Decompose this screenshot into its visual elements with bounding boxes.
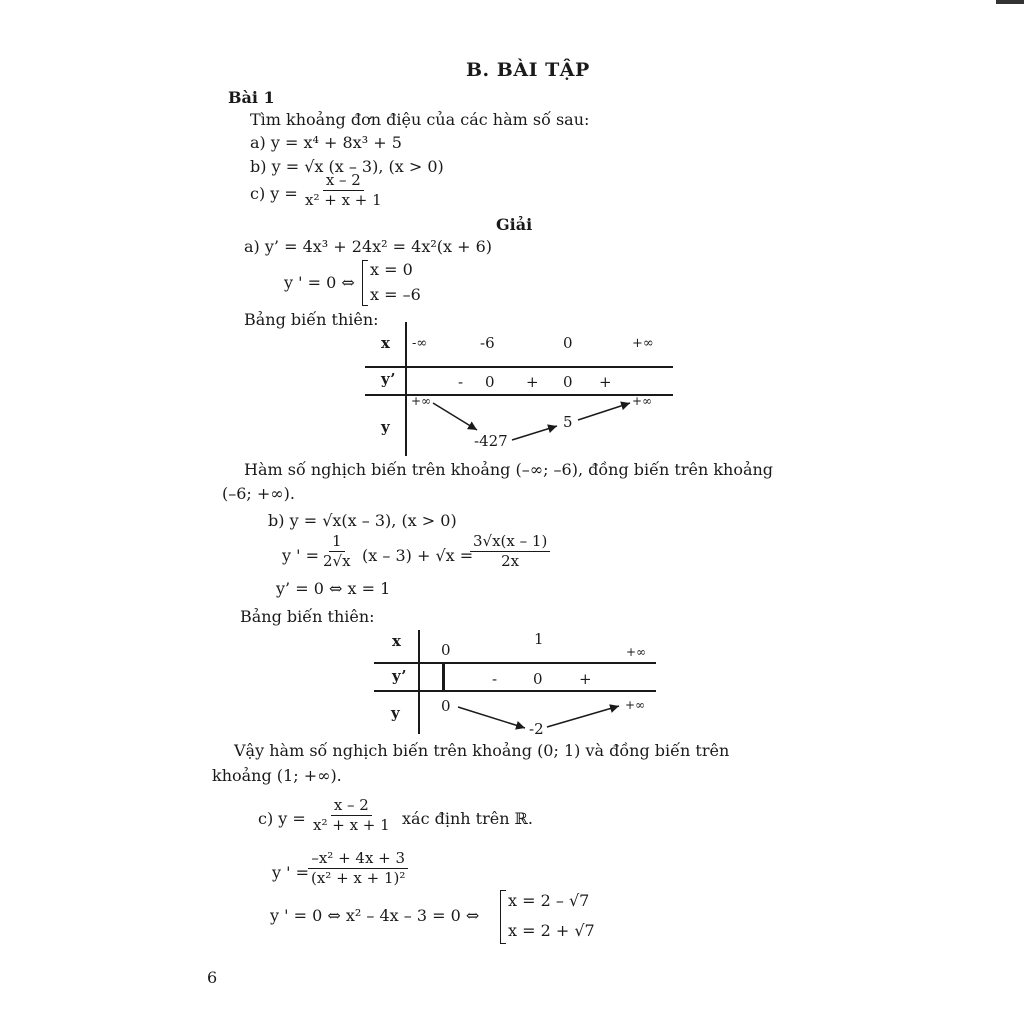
part-b-function: b) y = √x(x – 3), (x > 0) <box>268 511 457 530</box>
row-label: y’ <box>381 370 396 388</box>
x-value: 1 <box>534 630 544 648</box>
part-c-equation: y ' = 0 ⇔ x² – 4x – 3 = 0 ⇔ <box>270 906 480 925</box>
section-title: B. BÀI TẬP <box>466 59 590 81</box>
item-b: b) y = √x (x – 3), (x > 0) <box>250 157 444 176</box>
decreasing-arrow <box>458 707 525 728</box>
sign: + <box>599 373 612 391</box>
x-value: -∞ <box>412 336 428 351</box>
item-c-prefix: c) y = <box>250 184 298 203</box>
part-b-root: y’ = 0 ⇔ x = 1 <box>276 579 391 598</box>
exercise-prompt: Tìm khoảng đơn điệu của các hàm số sau: <box>250 110 590 129</box>
x-value: 0 <box>563 334 573 352</box>
solution-bracket <box>500 890 506 944</box>
table-divider <box>405 322 407 456</box>
part-b-conclusion: khoảng (1; +∞). <box>212 766 342 785</box>
y-value: +∞ <box>625 698 646 712</box>
fraction <box>308 850 408 887</box>
part-b-derivative-prefix: y ' = <box>282 546 320 565</box>
fraction <box>470 533 550 570</box>
root: x = 0 <box>370 260 413 279</box>
fraction-numerator: –x² + 4x + 3 <box>308 850 408 869</box>
part-a-conclusion: (–6; +∞). <box>222 484 295 503</box>
fraction-denominator: x² + x + 1 <box>305 191 382 209</box>
fraction-denominator: 2√x <box>323 552 351 570</box>
sign: 0 <box>533 670 543 688</box>
solution-heading: Giải <box>496 215 533 234</box>
part-b-derivative-middle: (x – 3) + √x = <box>362 546 474 565</box>
x-value: +∞ <box>626 645 647 659</box>
table-divider <box>374 690 656 692</box>
root: x = 2 + √7 <box>508 921 595 940</box>
fraction-numerator: x – 2 <box>323 172 364 191</box>
fraction-numerator: 3√x(x – 1) <box>470 533 550 552</box>
table-divider <box>374 662 656 664</box>
y-value: +∞ <box>411 394 432 408</box>
fraction-numerator: 1 <box>329 533 345 552</box>
part-b-conclusion: Vậy hàm số nghịch biến trên khoảng (0; 1) và đồng biến trên <box>234 741 730 760</box>
part-a-equation: y ' = 0 ⇔ <box>284 273 355 292</box>
exercise-label: Bài 1 <box>228 88 275 107</box>
row-label: x <box>392 632 401 650</box>
page-number: 6 <box>207 968 218 987</box>
fraction-numerator: x – 2 <box>331 797 372 816</box>
y-value: +∞ <box>632 394 653 408</box>
y-value: -427 <box>474 432 508 450</box>
part-c-function-suffix: xác định trên ℝ. <box>402 809 533 828</box>
variation-table-label: Bảng biến thiên: <box>240 607 375 626</box>
increasing-arrow <box>512 426 557 440</box>
variation-table-label: Bảng biến thiên: <box>244 310 379 329</box>
item-a: a) y = x⁴ + 8x³ + 5 <box>250 133 402 152</box>
part-a-derivative: a) y’ = 4x³ + 24x² = 4x²(x + 6) <box>244 237 493 256</box>
page-corner-mark <box>996 0 1024 4</box>
sign: - <box>492 670 498 688</box>
increasing-arrow <box>547 706 619 727</box>
sign: - <box>458 373 464 391</box>
decreasing-arrow <box>433 403 477 430</box>
x-value: +∞ <box>632 336 654 351</box>
y-value: -2 <box>529 720 544 738</box>
fraction-denominator: 2x <box>501 552 520 570</box>
table-divider <box>418 630 420 734</box>
y-value: 5 <box>563 413 573 431</box>
part-a-conclusion: Hàm số nghịch biến trên khoảng (–∞; –6), đồng biến trên khoảng <box>244 460 774 479</box>
fraction <box>310 797 393 834</box>
sign: 0 <box>485 373 495 391</box>
part-c-derivative-prefix: y ' = <box>272 863 310 882</box>
solution-bracket <box>362 260 368 306</box>
root: x = –6 <box>370 285 421 304</box>
row-label: x <box>381 334 390 352</box>
root: x = 2 – √7 <box>508 891 590 910</box>
sign: 0 <box>563 373 573 391</box>
table-divider <box>365 366 673 368</box>
row-label: y’ <box>392 667 407 685</box>
y-value: 0 <box>441 697 451 715</box>
x-value: 0 <box>441 641 451 659</box>
row-label: y <box>391 704 400 722</box>
fraction <box>320 533 354 570</box>
fraction-denominator: (x² + x + 1)² <box>311 869 406 887</box>
item-c-fraction <box>302 172 385 209</box>
sign: + <box>579 670 592 688</box>
part-c-function-prefix: c) y = <box>258 809 306 828</box>
increasing-arrow <box>578 403 630 420</box>
fraction-denominator: x² + x + 1 <box>313 816 390 834</box>
sign: + <box>526 373 539 391</box>
row-label: y <box>381 418 390 436</box>
x-value: -6 <box>480 334 495 352</box>
double-bar <box>442 664 445 690</box>
